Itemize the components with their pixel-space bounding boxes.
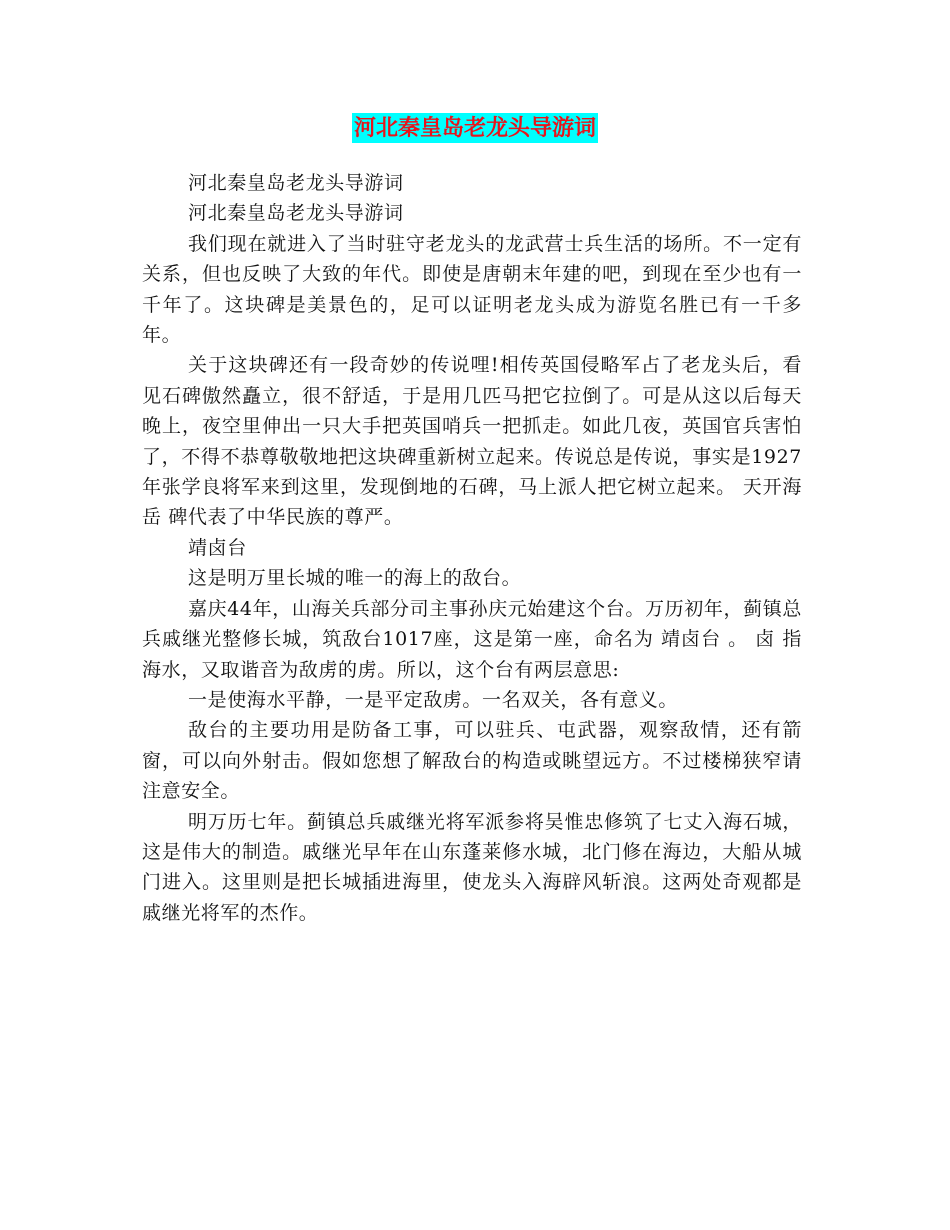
paragraph: 嘉庆44年，山海关兵部分司主事孙庆元始建这个台。万历初年，蓟镇总兵戚继光整修长城，筑敌台1017座，这是第一座，命名为 靖卤台 。 卤 指海水，又取谐音为敌虏的虏。所以，这个台有两层意思: <box>142 597 802 681</box>
paragraph: 这是明万里长城的唯一的海上的敌台。 <box>188 567 522 590</box>
paragraph: 关于这块碑还有一段奇妙的传说哩!相传英国侵略军占了老龙头后，看见石碑傲然矗立，很不舒适，于是用几匹马把它拉倒了。可是从这以后每天晚上，夜空里伸出一只大手把英国哨兵一把抓走。如此几夜，英国官兵害怕了，不得不恭尊敬敬地把这块碑重新树立起来。传说总是传说，事实是1927年张学良将军来到这里，发现倒地的石碑，马上派人把它树立起来。 天开海岳 碑代表了中华民族的尊严。 <box>142 354 802 529</box>
title-container <box>0 113 950 143</box>
paragraph: 我们现在就进入了当时驻守老龙头的龙武营士兵生活的场所。不一定有关系，但也反映了大致的年代。即使是唐朝末年建的吧，到现在至少也有一千年了。这块碑是美景色的，足可以证明老龙头成为游览名胜已有一千多年。 <box>142 232 802 347</box>
document-body <box>142 168 802 928</box>
paragraph: 河北秦皇岛老龙头导游词 <box>188 172 404 194</box>
section-heading: 靖卤台 <box>188 536 247 559</box>
paragraph: 明万历七年。蓟镇总兵戚继光将军派参将吴惟忠修筑了七丈入海石城，这是伟大的制造。戚继光早年在山东蓬莱修水城，北门修在海边，大船从城门进入。这里则是把长城插进海里，使龙头入海辟风斩浪。这两处奇观都是戚继光将军的杰作。 <box>142 810 802 924</box>
document-title: 河北秦皇岛老龙头导游词 <box>353 115 596 141</box>
paragraph: 河北秦皇岛老龙头导游词 <box>188 202 404 225</box>
paragraph: 敌台的主要功用是防备工事，可以驻兵、屯武器，观察敌情，还有箭窗，可以向外射击。假如您想了解敌台的构造或眺望远方。不过楼梯狭窄请注意安全。 <box>142 719 802 803</box>
paragraph: 一是使海水平静，一是平定敌虏。一名双关，各有意义。 <box>188 688 679 711</box>
